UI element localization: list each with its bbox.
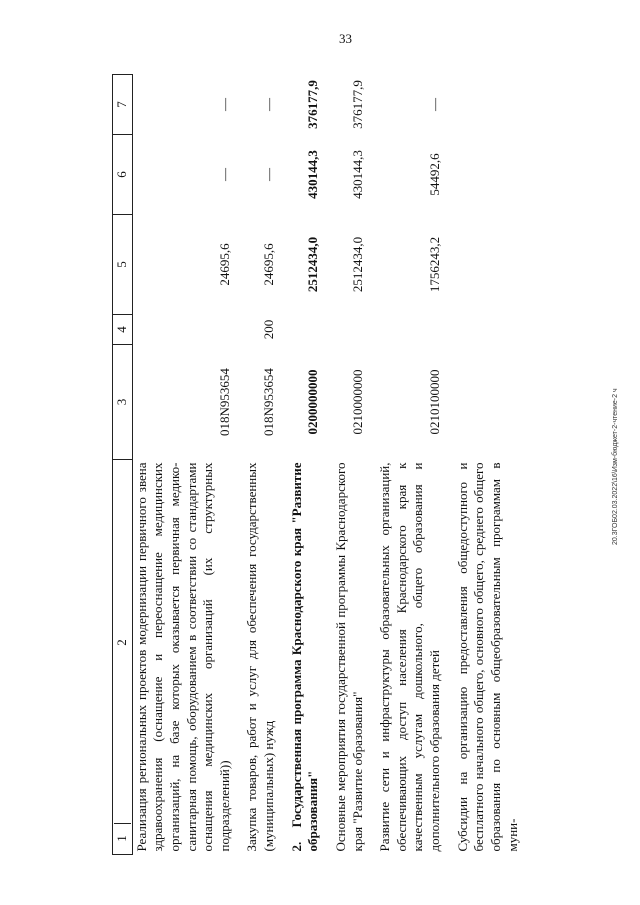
table-row bbox=[132, 75, 234, 855]
target-code-cell: 018N953654 bbox=[261, 368, 276, 436]
amount-col-7: — bbox=[216, 98, 232, 111]
table-row bbox=[279, 75, 323, 855]
row-name-cell bbox=[367, 460, 445, 855]
amount-col-7: — bbox=[427, 98, 442, 111]
row-name: Государственная программа Краснодарского края "Развитие образования" bbox=[288, 462, 321, 852]
amount-col-5: 24695,6 bbox=[216, 243, 232, 286]
amount-col-6 bbox=[445, 135, 523, 215]
target-code-cell: 018N953654 bbox=[216, 368, 232, 436]
budget-table bbox=[112, 74, 522, 855]
amount-col-5 bbox=[445, 215, 523, 315]
row-name-cell bbox=[445, 460, 523, 855]
row-name-cell bbox=[132, 460, 234, 855]
row-name: Реализация региональных проектов модернизации первичного звена здравоохранения (оснащение и переоснащение медицинских организаций, на базе которых оказывается первичная медико-санитарная помощь, оборудованием в соответствии со стандартами оснащения медицинских организаций (их структурных подразделений)) bbox=[133, 462, 232, 852]
header-col-5: 5 bbox=[113, 215, 133, 315]
rotated-table-block bbox=[112, 75, 520, 855]
side-document-code: 20.3ГОБ02.03.2022\16\Изм-бюджет-2-чтение-2 ч bbox=[612, 388, 619, 545]
row-name-cell bbox=[279, 460, 323, 855]
table-row bbox=[445, 75, 523, 855]
target-code-cell: 0210100000 bbox=[427, 369, 442, 435]
target-code-cell: 0200000000 bbox=[305, 369, 321, 435]
amount-col-5: 1756243,2 bbox=[427, 236, 442, 293]
amount-col-5: 24695,6 bbox=[261, 243, 276, 286]
amount-col-6: — bbox=[261, 168, 276, 181]
header-row bbox=[113, 75, 133, 855]
amount-col-6: 54492,6 bbox=[427, 153, 442, 196]
target-code-cell: 0210000000 bbox=[349, 369, 365, 435]
row-name: Основные мероприятия государственной программы Краснодарского края "Развитие образования" bbox=[332, 462, 365, 852]
amount-col-6: — bbox=[216, 168, 232, 181]
row-name: Развитие сети и инфраструктуры образовательных организаций, обеспечивающих доступ населения Краснодарского края к качественным услугам дошкольного, общего образования и дополнительного образования детей bbox=[377, 462, 442, 852]
amount-col-7: 376177,9 bbox=[305, 80, 321, 129]
amount-col-6: 430144,3 bbox=[349, 150, 365, 199]
row-name: Закупка товаров, работ и услуг для обеспечения государственных (муниципальных) нужд bbox=[244, 462, 276, 852]
row-index: 2. bbox=[288, 841, 304, 852]
row-name-cell bbox=[234, 460, 278, 855]
header-col-2: 2 bbox=[114, 639, 129, 646]
header-col-7: 7 bbox=[113, 75, 133, 135]
target-code-cell bbox=[445, 345, 523, 460]
page-number: 33 bbox=[339, 31, 352, 46]
header-col-6: 6 bbox=[113, 135, 133, 215]
table-row bbox=[234, 75, 278, 855]
amount-col-5: 2512434,0 bbox=[305, 236, 321, 293]
header-col-1: 1 bbox=[114, 824, 131, 853]
amount-col-7: 376177,9 bbox=[349, 80, 365, 129]
expense-type-cell bbox=[132, 315, 234, 345]
amount-col-6: 430144,3 bbox=[305, 150, 321, 199]
header-col-3: 3 bbox=[113, 345, 133, 460]
table-row bbox=[367, 75, 445, 855]
expense-type-cell bbox=[279, 315, 323, 345]
expense-type-cell bbox=[367, 315, 445, 345]
row-name-cell bbox=[323, 460, 367, 855]
table-row bbox=[323, 75, 367, 855]
row-name: Субсидии на организацию предоставления общедоступного и бесплатного начального общего, основного общего, среднего общего образования по основным общеобразовательным программам в муни- bbox=[454, 462, 520, 852]
table-body bbox=[132, 75, 522, 855]
amount-col-7 bbox=[445, 75, 523, 135]
expense-type-cell bbox=[445, 315, 523, 345]
expense-type-cell: 200 bbox=[261, 319, 276, 340]
header-col-4: 4 bbox=[113, 315, 133, 345]
amount-col-7: — bbox=[261, 98, 276, 111]
amount-col-5: 2512434,0 bbox=[349, 236, 365, 293]
expense-type-cell bbox=[323, 315, 367, 345]
header-cell-1-2 bbox=[113, 460, 133, 855]
